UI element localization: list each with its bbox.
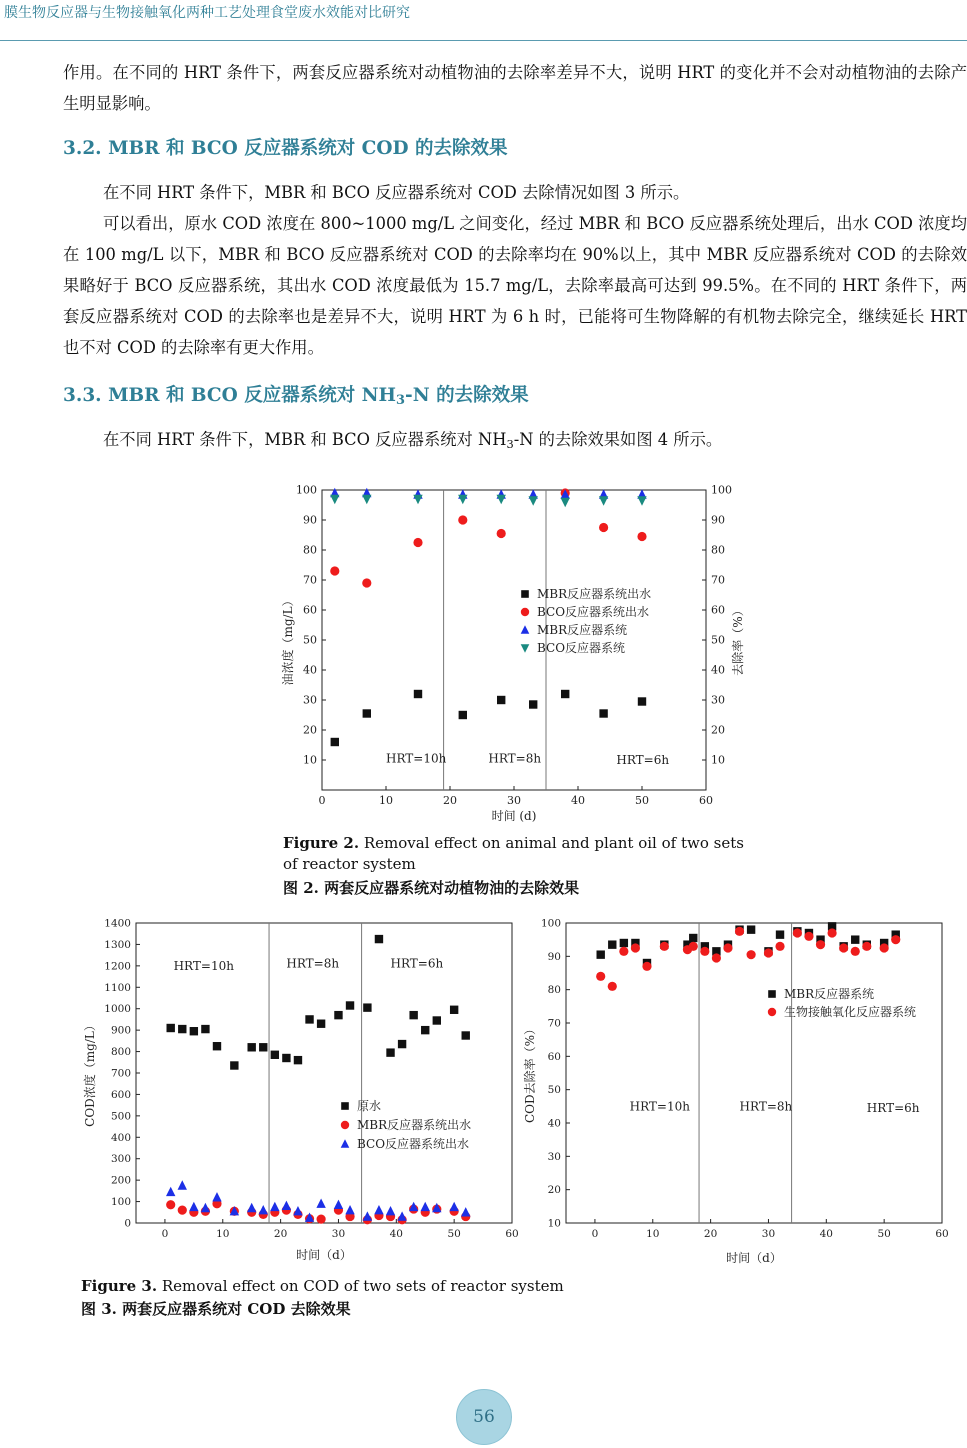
caption-text: Removal effect on animal and plant oil of two sets of reactor system [283,834,744,873]
data-point [599,709,607,717]
y-tick-label: 1000 [104,1003,131,1016]
y2-tick-label: 90 [711,513,725,527]
paragraph-text: -N 的去除效果如图 4 所示。 [513,430,723,449]
data-point [362,578,371,587]
data-point [608,940,616,948]
x-tick-label: 20 [703,1228,718,1240]
data-point [259,1205,268,1214]
x-tick-label: 20 [443,794,457,807]
y-tick-label: 90 [547,950,561,963]
y2-tick-label: 20 [711,723,725,737]
x-tick-label: 40 [389,1228,403,1240]
legend-marker [521,590,529,598]
legend-marker [341,1139,350,1148]
hrt-annotation: HRT=10h [173,958,234,973]
plot-frame [322,490,706,790]
data-point [413,495,422,504]
y-axis-label: 油浓度（mg/L） [281,594,295,686]
x-tick-label: 0 [591,1228,599,1240]
data-point [764,948,773,957]
y-tick-label: 20 [303,723,317,737]
data-point [259,1043,267,1051]
data-point [230,1061,238,1069]
page-number-badge [456,1389,512,1445]
data-point [282,1054,290,1062]
subscript: 3 [396,393,406,409]
data-point [597,950,605,958]
y-tick-label: 400 [110,1131,131,1144]
y2-tick-label: 80 [711,543,725,557]
data-point [561,498,570,507]
x-tick-label: 30 [507,794,521,807]
data-point [851,935,859,943]
data-point [178,1025,186,1033]
data-point [247,1203,256,1212]
data-point [421,1026,429,1034]
data-point [747,925,755,933]
data-point [862,942,871,951]
y-tick-label: 100 [110,1196,131,1209]
legend-label: MBR反应器系统 [784,987,875,1001]
y-tick-label: 40 [303,663,317,677]
data-point [637,532,646,541]
data-point [330,495,339,504]
data-point [776,930,784,938]
data-point [334,1200,343,1209]
data-point [450,1006,458,1014]
y-tick-label: 70 [303,573,317,587]
figure-2-caption-en [283,833,763,875]
x-axis-label: 时间（d） [296,1248,352,1262]
caption-text: 两套反应器系统对动植物油的去除效果 [318,879,580,897]
data-point [212,1192,221,1201]
data-point [433,1016,441,1024]
y2-tick-label: 40 [711,663,725,677]
hrt-annotation: HRT=8h [286,956,340,971]
y-tick-label: 50 [303,633,317,647]
y-tick-label: 100 [540,917,561,930]
data-point [599,496,608,505]
y-tick-label: 50 [547,1084,561,1097]
data-point [178,1180,187,1189]
legend-label: MBR反应器系统出水 [537,587,652,601]
data-point [816,940,825,949]
data-point [461,1207,470,1216]
section-heading-3-3 [63,381,529,408]
data-point [293,1206,302,1215]
y2-tick-label: 30 [711,693,725,707]
data-point [247,1043,255,1051]
subscript: 3 [506,436,514,451]
x-tick-label: 10 [379,794,393,807]
y-tick-label: 1100 [104,981,131,994]
data-point [421,1202,430,1211]
y-tick-label: 1300 [104,938,131,951]
legend-label: BCO反应器系统出水 [357,1137,470,1151]
y2-tick-label: 60 [711,603,725,617]
y-axis-label: COD浓度（mg/L） [83,1019,97,1127]
data-point [345,1205,354,1214]
data-point [891,935,900,944]
data-point [414,690,422,698]
data-point [700,947,709,956]
data-point [305,1015,313,1023]
y-tick-label: 1200 [104,960,131,973]
y-tick-label: 10 [303,753,317,767]
section-heading-3-2: 3.2. MBR 和 BCO 反应器系统对 COD 的去除效果 [63,138,508,159]
y2-tick-label: 10 [711,753,725,767]
y-tick-label: 70 [547,1017,561,1030]
legend-marker [521,644,530,653]
data-point [317,1020,325,1028]
data-point [190,1027,198,1035]
x-tick-label: 60 [935,1228,949,1240]
data-point [497,696,505,704]
x-tick-label: 50 [877,1228,891,1240]
data-point [642,962,651,971]
y-tick-label: 80 [303,543,317,557]
data-point [374,1205,383,1214]
caption-label: 图 3. [81,1300,117,1318]
data-point [775,942,784,951]
caption-text: 两套反应器系统对 COD 去除效果 [116,1300,351,1318]
data-point [334,1011,342,1019]
y2-tick-label: 100 [711,483,732,497]
legend-label: 原水 [357,1099,382,1113]
legend-label: BCO反应器系统出水 [537,605,650,619]
y-tick-label: 0 [124,1217,131,1230]
data-point [793,928,802,937]
data-point [167,1024,175,1032]
x-tick-label: 50 [447,1228,461,1240]
y2-axis-label: 去除率（%） [731,604,745,676]
data-point [851,947,860,956]
data-point [637,496,646,505]
data-point [735,927,744,936]
x-axis-label: 时间（d） [726,1251,782,1265]
paragraph-cod-analysis: 可以看出，原水 COD 浓度在 800~1000 mg/L 之间变化，经过 MBR 和 BCO 反应器系统处理后，出水 COD 浓度均在 100 mg/L 以下，MBR 和 BCO 反应器系统对 COD 的去除率均在 90%以上，其中 MBR 反应器系统对 COD 的去除效果略好于 BCO 反应器系统，其出水 COD 浓度最低为 15.7 mg/L，去除率最高可达到 99.5%。在不同的 HRT 条件下，两套反应器系统对 COD 的去除率也是差异不大，说明 HRT 为 6 h 时，已能将可生物降解的有机物去除完全，继续延长 HRT 也不对 COD 的去除率有更大作用。 [63,214,967,357]
data-point [497,529,506,538]
data-point [631,943,640,952]
legend-label: MBR反应器系统出水 [357,1118,472,1132]
hrt-annotation: HRT=6h [390,956,444,971]
y-tick-label: 60 [547,1050,561,1063]
data-point [331,738,339,746]
paragraph-oil-conclusion: 作用。在不同的 HRT 条件下，两套反应器系统对动植物油的去除率差异不大，说明 HRT 的变化并不会对动植物油的去除产生明显影响。 [63,63,967,113]
y-axis-label: COD去除率（%） [523,1022,537,1124]
legend-marker [341,1121,349,1129]
data-point [189,1202,198,1211]
y-tick-label: 30 [303,693,317,707]
page-number: 56 [473,1407,495,1427]
hrt-annotation: HRT=8h [739,1099,793,1114]
data-point [561,690,569,698]
data-point [282,1201,291,1210]
data-point [166,1187,175,1196]
data-point [330,566,339,575]
data-point [294,1056,302,1064]
legend-marker [768,990,776,998]
data-point [747,950,756,959]
data-point [839,943,848,952]
running-header-title: 膜生物反应器与生物接触氧化两种工艺处理食堂废水效能对比研究 [4,5,410,21]
x-tick-label: 30 [331,1228,346,1240]
x-tick-label: 30 [761,1228,776,1240]
y2-tick-label: 50 [711,633,725,647]
data-point [363,1003,371,1011]
data-point [213,1042,221,1050]
data-point [827,928,836,937]
data-point [166,1200,175,1209]
data-point [458,495,467,504]
data-point [386,1206,395,1215]
legend-marker [341,1102,349,1110]
data-point [689,934,697,942]
y-tick-label: 60 [303,603,317,617]
data-point [449,1202,458,1211]
y-tick-label: 500 [110,1110,131,1123]
y-tick-label: 700 [110,1067,131,1080]
hrt-annotation: HRT=10h [629,1099,690,1114]
data-point [386,1048,394,1056]
data-point [375,935,383,943]
data-point [270,1202,279,1211]
data-point [723,943,732,952]
data-point [712,953,721,962]
hrt-annotation: HRT=6h [616,753,670,767]
data-point [497,495,506,504]
data-point [880,943,889,952]
x-tick-label: 0 [318,794,326,807]
x-tick-label: 20 [273,1228,288,1240]
x-tick-label: 40 [819,1228,833,1240]
x-tick-label: 60 [699,794,713,807]
x-tick-label: 50 [635,794,649,807]
legend-label: MBR反应器系统 [537,623,628,637]
hrt-annotation: HRT=10h [386,751,447,766]
data-point [458,515,467,524]
data-point [608,982,617,991]
y-tick-label: 900 [110,1024,131,1037]
running-header [0,0,967,41]
data-point [201,1025,209,1033]
data-point [316,1199,325,1208]
data-point [363,709,371,717]
heading-text: 3.3. MBR 和 BCO 反应器系统对 NH [63,385,397,406]
figure-3-cod-concentration-chart [80,915,520,1271]
data-point [413,538,422,547]
x-tick-label: 60 [505,1228,519,1240]
y-tick-label: 20 [547,1184,561,1197]
data-point [201,1203,210,1212]
data-point [363,1211,372,1220]
y-tick-label: 200 [110,1174,131,1187]
y-tick-label: 10 [547,1217,561,1230]
legend-label: 生物接触氧化反应器系统 [784,1005,917,1019]
y2-tick-label: 70 [711,573,725,587]
y-tick-label: 800 [110,1046,131,1059]
data-point [660,942,669,951]
heading-text: -N 的去除效果 [405,385,529,406]
legend-label: BCO反应器系统 [537,641,626,655]
data-point [346,1001,354,1009]
y-tick-label: 30 [547,1150,561,1163]
data-point [529,496,538,505]
data-point [409,1011,417,1019]
data-point [689,942,698,951]
data-point [596,972,605,981]
hrt-annotation: HRT=8h [488,751,542,766]
data-point [271,1051,279,1059]
data-point [620,939,628,947]
caption-text: Removal effect on COD of two sets of reactor system [157,1277,564,1295]
data-point [599,523,608,532]
x-tick-label: 10 [646,1228,660,1240]
legend-marker [521,625,530,634]
hrt-annotation: HRT=6h [866,1101,920,1115]
y-tick-label: 40 [547,1117,561,1130]
data-point [459,711,467,719]
data-point [638,697,646,705]
x-tick-label: 40 [571,794,585,807]
y-tick-label: 80 [547,984,561,997]
data-point [397,1211,406,1220]
paragraph-cod-intro: 在不同 HRT 条件下，MBR 和 BCO 反应器系统对 COD 去除情况如图 3 所示。 [103,183,690,202]
data-point [804,932,813,941]
paragraph-nh3-intro [63,424,967,460]
figure-3-caption-zh [81,1298,351,1319]
caption-label: Figure 2. [283,834,360,852]
y-tick-label: 300 [110,1153,131,1166]
figure-2-caption-zh [283,877,579,898]
legend-marker [768,1008,776,1016]
y-tick-label: 100 [296,483,317,497]
data-point [619,947,628,956]
figure-3-caption-en [81,1276,564,1297]
x-tick-label: 0 [161,1228,169,1240]
data-point [362,495,371,504]
caption-label: 图 2. [283,879,319,897]
data-point [317,1215,326,1224]
data-point [178,1206,187,1215]
data-point [529,700,537,708]
y-tick-label: 90 [303,513,317,527]
y-tick-label: 1400 [104,917,131,930]
paragraph-text: 在不同 HRT 条件下，MBR 和 BCO 反应器系统对 NH [103,430,507,449]
data-point [398,1040,406,1048]
x-axis-label: 时间 (d) [491,809,537,823]
figure-3-cod-removal-chart [520,915,960,1271]
figure-2-chart [280,480,750,830]
legend-marker [521,608,529,616]
x-tick-label: 10 [216,1228,230,1240]
plot-frame [566,923,942,1223]
y-tick-label: 600 [110,1088,131,1101]
data-point [462,1031,470,1039]
caption-label: Figure 3. [81,1277,158,1295]
